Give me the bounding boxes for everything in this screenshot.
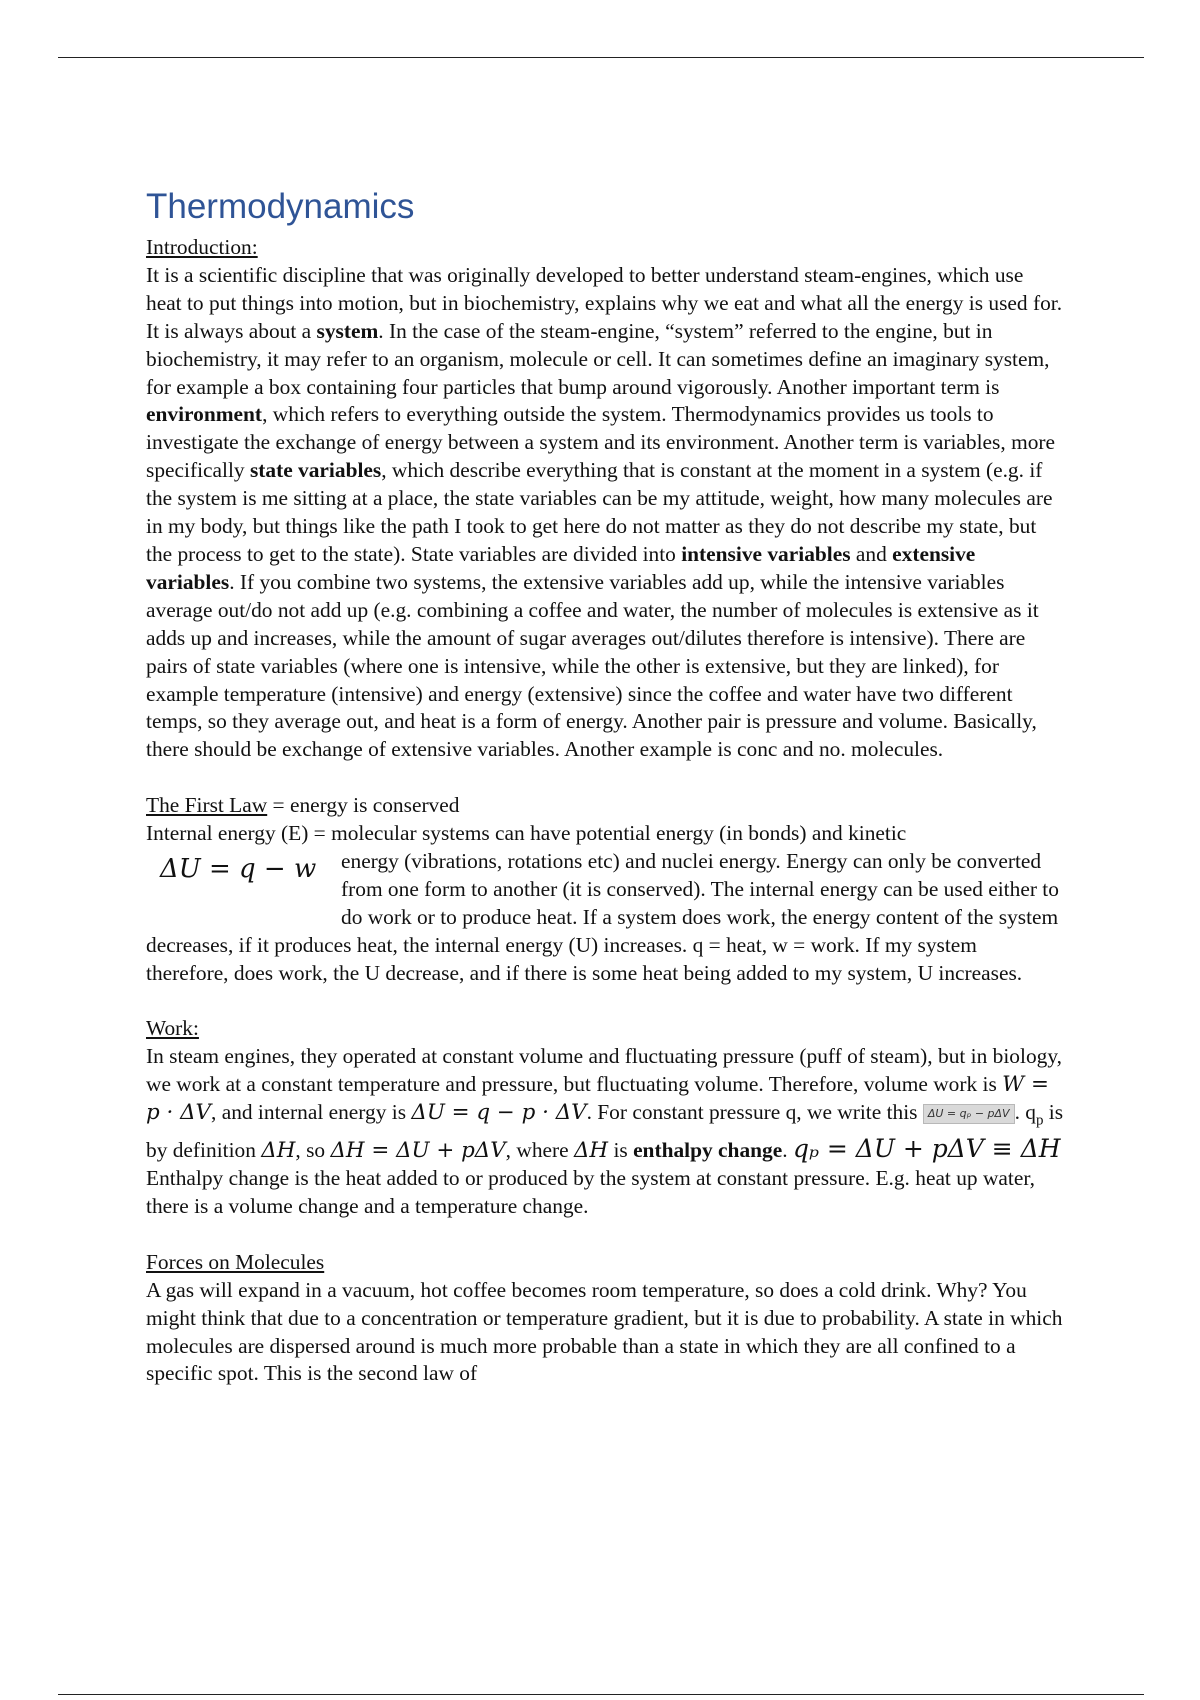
enthalpy-equation: ΔH = ΔU + pΔV <box>330 1138 506 1164</box>
document-body <box>146 185 1064 1388</box>
equation-image: ΔU = qₚ − pΔV <box>923 1104 1015 1124</box>
work-heading: Work: <box>146 1016 199 1041</box>
forces-paragraph: A gas will expand in a vacuum, hot coffee becomes room temperature, so does a cold drink. Why? You might think that due to a concentration or temperature gradient, but it is due to probability. A state in which molecules are dispersed around is much more probable than a state in which they are all confined to a specific spot. This is the second law of <box>146 1277 1063 1386</box>
first-law-line1: Internal energy (E) = molecular systems can have potential energy (in bonds) and kinetic <box>146 821 907 846</box>
first-law-equation: ΔU = q − w <box>160 853 317 884</box>
volume-work-equation: W = p · ΔV <box>146 1072 1049 1126</box>
intro-paragraph: It is a scientific discipline that was originally developed to better understand steam-engines, which use heat to put things into motion, but in biochemistry, explains why we eat and what all the energy is used for. It is always about a system. In the case of the steam-engine, “system” referred to the engine, but in biochemistry, it may refer to an organism, molecule or cell. It can sometimes define an imaginary system, for example a box containing four particles that bump around vigorously. Another important term is environment, which refers to everything outside the system. Thermodynamics provides us tools to investigate the exchange of energy between a system and its environment. Another term is variables, more specifically state variables, which describe everything that is constant at the moment in a system (e.g. if the system is me sitting at a place, the state variables can be my attitude, weight, how many molecules are in my body, but things like the path I took to get here do not matter as they do not describe my state, but the process to get to the state). State variables are divided into intensive variables and extensive variables. If you combine two systems, the extensive variables add up, while the intensive variables average out/do not add up (e.g. combining a coffee and water, the number of molecules is extensive as it adds up and increases, while the amount of sugar averages out/dilutes therefore is intensive). There are pairs of state variables (where one is intensive, while the other is extensive, but they are linked), for example temperature (intensive) and energy (extensive) since the coffee and water have two different temps, so they average out, and heat is a form of energy. Another pair is pressure and volume. Basically, there should be exchange of extensive variables. Another example is conc and no. molecules. <box>146 262 1063 762</box>
intro-heading: Introduction: <box>146 235 258 259</box>
first-law-paragraph: energy (vibrations, rotations etc) and nuclei energy. Energy can only be converted from one form to another (it is conserved). The internal energy can be used either to do work or to produce heat. If a system does work, the energy content of the system decreases, if it produces heat, the internal energy (U) increases. q = heat, w = work. If my system therefore, does work, the U decrease, and if there is some heat being added to my system, U increases. <box>146 848 1059 985</box>
header-rule <box>58 57 1144 58</box>
footer-rule <box>58 1694 1144 1695</box>
forces-heading: Forces on Molecules <box>146 1249 325 1274</box>
internal-energy-equation: ΔU = q − p · ΔV <box>411 1100 587 1126</box>
enthalpy-definition-equation: qₚ = ΔU + pΔV ≡ ΔH <box>792 1134 1061 1164</box>
page-title: Thermodynamics <box>146 187 415 226</box>
first-law-heading: The First Law = energy is conserved <box>146 793 460 818</box>
work-paragraph: In steam engines, they operated at constant volume and fluctuating pressure (puff of steam), but in biology, we work at a constant temperature and pressure, but fluctuating volume. Therefore, volume work is W = p · ΔV, and internal energy is ΔU = q − p · ΔV. For constant pressure q, we write this ΔU = qₚ − pΔV . $q_p$ is by definition ΔH, so ΔH = ΔU + pΔV, where ΔH is enthalpy change. qₚ = ΔU + pΔV ≡ ΔH Enthalpy change is the heat added to or produced by the system at constant pressure. E.g. heat up water, there is a volume change and a temperature change. <box>146 1044 1064 1219</box>
